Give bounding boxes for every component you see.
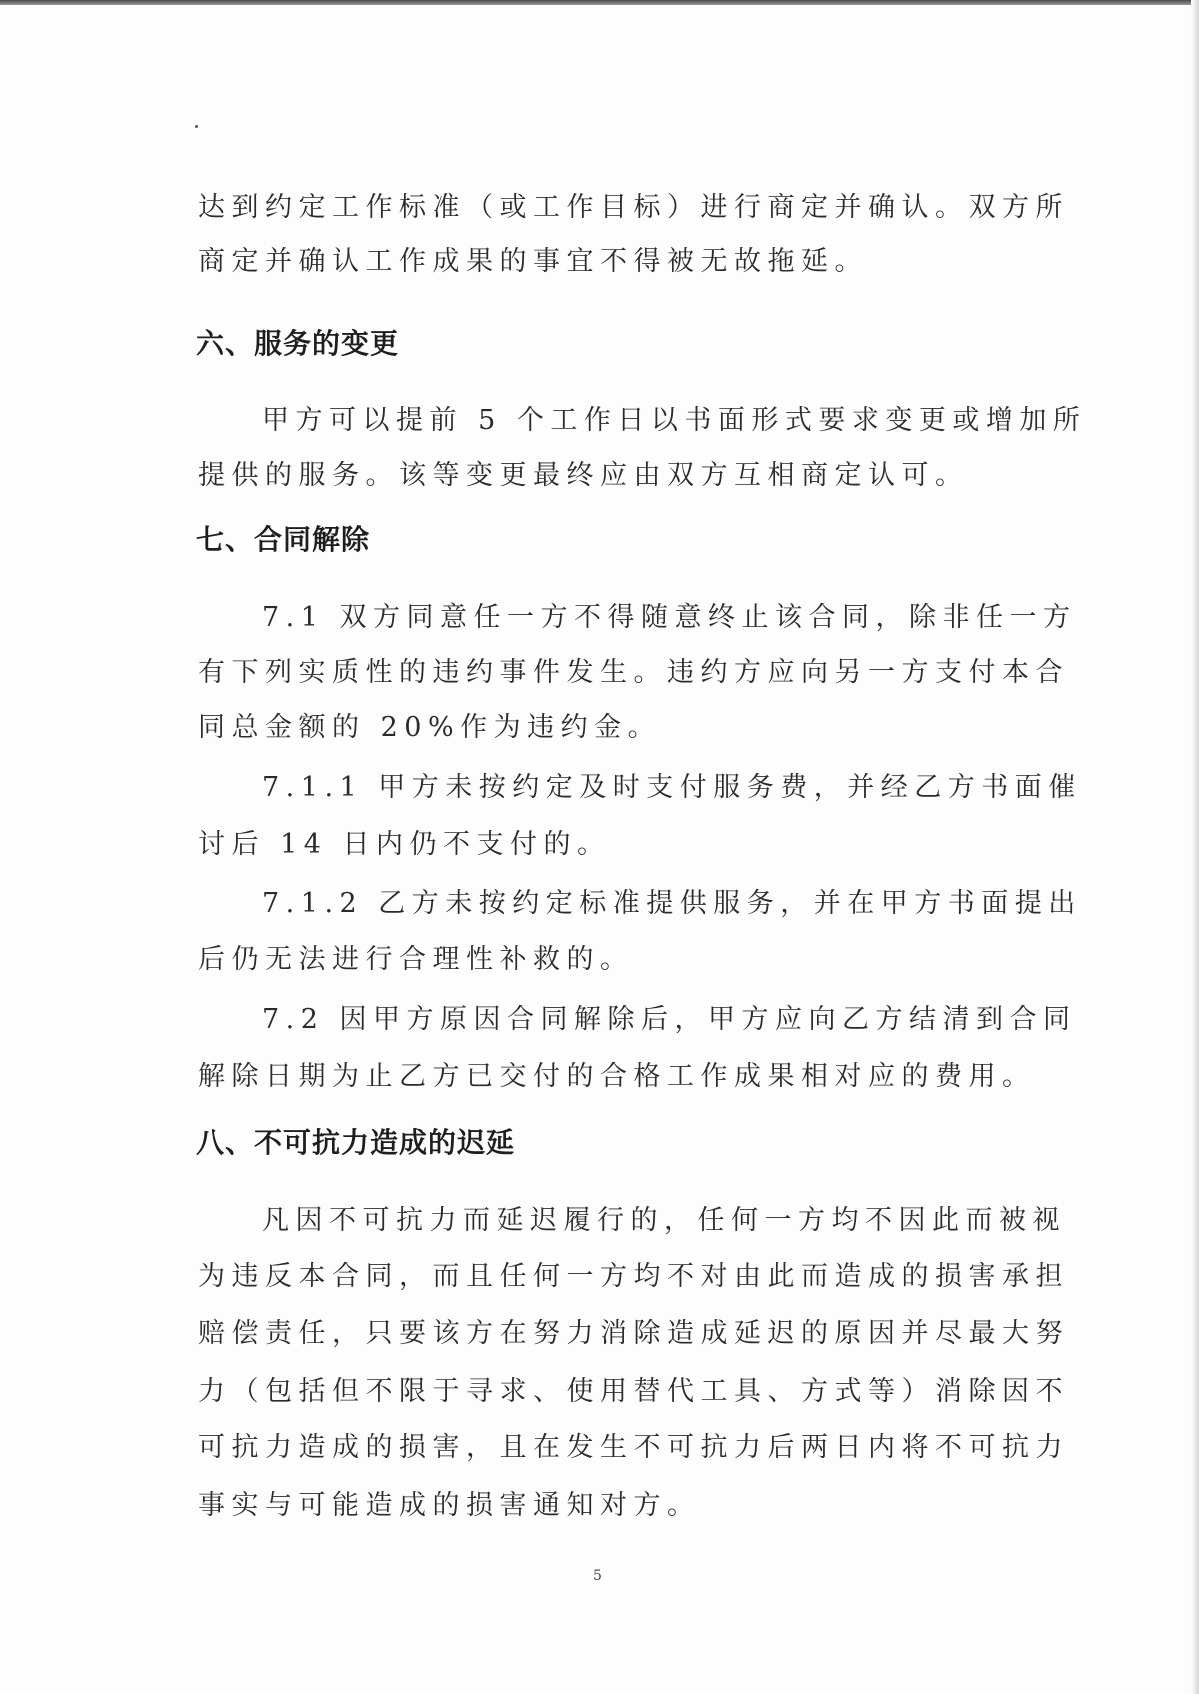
- paragraph-line: 赔偿责任，只要该方在努力消除造成延迟的原因并尽最大努: [198, 1318, 1069, 1349]
- paragraph-line: 提供的服务。该等变更最终应由双方互相商定认可。: [198, 460, 969, 491]
- paragraph-line: 可抗力造成的损害，且在发生不可抗力后两日内将不可抗力: [198, 1432, 1069, 1463]
- scan-speck: [195, 125, 198, 128]
- paragraph-line: 力（包括但不限于寻求、使用替代工具、方式等）消除因不: [198, 1376, 1069, 1407]
- scan-top-edge: [0, 0, 1199, 5]
- paragraph-line: 7.1.1 甲方未按约定及时支付服务费，并经乙方书面催: [262, 772, 1082, 803]
- paragraph-line: 7.2 因甲方原因合同解除后，甲方应向乙方结清到合同: [262, 1004, 1077, 1035]
- paragraph-line: 后仍无法进行合理性补救的。: [198, 944, 634, 975]
- page-number: 5: [593, 1568, 602, 1584]
- section-heading: 六、服务的变更: [196, 327, 400, 360]
- paragraph-line: 解除日期为止乙方已交付的合格工作成果相对应的费用。: [198, 1061, 1036, 1092]
- paragraph-line: 7.1 双方同意任一方不得随意终止该合同，除非任一方: [262, 602, 1077, 633]
- paragraph-line: 7.1.2 乙方未按约定标准提供服务，并在甲方书面提出: [262, 888, 1082, 919]
- paragraph-line: 有下列实质性的违约事件发生。违约方应向另一方支付本合: [198, 657, 1069, 688]
- scan-right-edge: [1191, 0, 1199, 1694]
- section-heading: 七、合同解除: [196, 523, 371, 556]
- paragraph-line: 讨后 14 日内仍不支付的。: [198, 829, 611, 860]
- paragraph-line: 凡因不可抗力而延迟履行的，任何一方均不因此而被视: [262, 1205, 1066, 1236]
- section-heading: 八、不可抗力造成的迟延: [196, 1126, 516, 1159]
- paragraph-line: 商定并确认工作成果的事宜不得被无故拖延。: [198, 246, 868, 277]
- paragraph-line: 甲方可以提前 5 个工作日以书面形式要求变更或增加所: [262, 405, 1087, 436]
- paragraph-line: 事实与可能造成的损害通知对方。: [198, 1490, 701, 1521]
- paragraph-line: 为违反本合同，而且任何一方均不对由此而造成的损害承担: [198, 1261, 1069, 1292]
- paragraph-line: 同总金额的 20%作为违约金。: [198, 712, 662, 743]
- paragraph-line: 达到约定工作标准（或工作目标）进行商定并确认。双方所: [198, 192, 1069, 223]
